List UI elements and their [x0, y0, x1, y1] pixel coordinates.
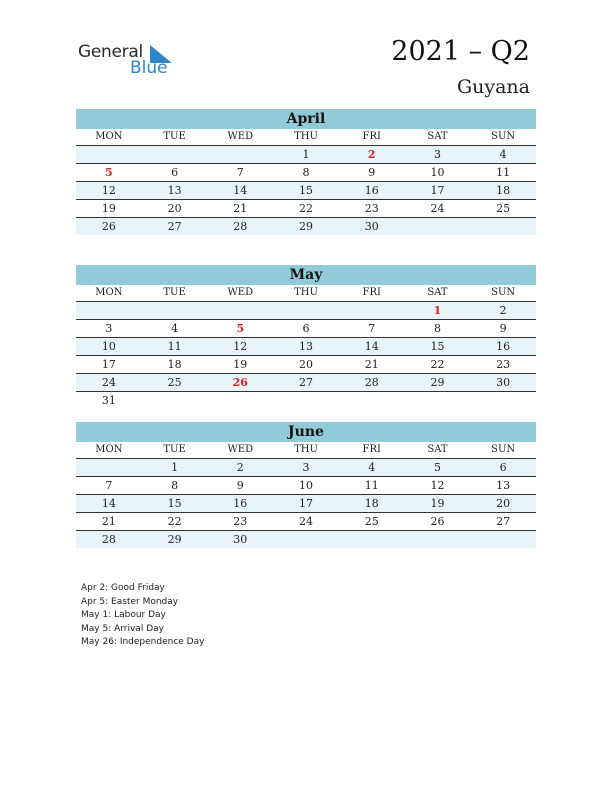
empty-day-cell — [76, 302, 142, 319]
week-row — [76, 164, 536, 182]
day-cell: 4 — [499, 148, 507, 161]
weekday-label: MON — [95, 444, 123, 455]
day-cell: 13 — [299, 340, 314, 353]
day-cell: 17 — [299, 497, 314, 510]
week-row — [76, 146, 536, 164]
week-row — [76, 531, 536, 548]
day-cell: 30 — [233, 533, 248, 546]
day-cell: 14 — [101, 497, 116, 510]
weekday-label: FRI — [362, 287, 381, 298]
day-cell: 27 — [299, 376, 314, 389]
day-cell: 19 — [101, 202, 116, 215]
day-cell: 18 — [364, 497, 379, 510]
day-cell: 24 — [299, 515, 314, 528]
day-cell: 3 — [302, 461, 310, 474]
day-cell: 6 — [171, 166, 179, 179]
day-cell: 5 — [105, 166, 113, 179]
weekday-label: THU — [294, 444, 318, 455]
weekday-label: TUE — [163, 131, 186, 142]
period-title: 2021 – Q2 — [391, 36, 530, 67]
day-cell: 17 — [101, 358, 116, 371]
day-cell: 12 — [101, 184, 116, 197]
day-cell: 22 — [167, 515, 182, 528]
empty-day-cell — [273, 531, 339, 548]
day-cell: 22 — [299, 202, 314, 215]
day-cell: 1 — [433, 304, 442, 317]
empty-day-cell — [273, 392, 339, 409]
week-row — [76, 302, 536, 320]
brand-word-blue: Blue — [130, 58, 168, 78]
holiday-item: Apr 2: Good Friday — [81, 583, 165, 593]
empty-day-cell — [207, 146, 273, 163]
day-cell: 25 — [167, 376, 182, 389]
empty-day-cell — [207, 392, 273, 409]
brand-logo — [78, 42, 178, 82]
day-cell: 22 — [430, 358, 445, 371]
day-cell: 23 — [233, 515, 248, 528]
day-cell: 29 — [430, 376, 445, 389]
weekday-header — [76, 129, 536, 146]
holiday-item: May 1: Labour Day — [81, 610, 166, 620]
day-cell: 9 — [368, 166, 376, 179]
day-cell: 20 — [299, 358, 314, 371]
weekday-label: TUE — [163, 444, 186, 455]
day-cell: 31 — [101, 394, 116, 407]
day-cell: 15 — [299, 184, 314, 197]
weekday-label: SUN — [491, 287, 516, 298]
day-cell: 10 — [101, 340, 116, 353]
empty-day-cell — [470, 392, 536, 409]
day-cell: 14 — [233, 184, 248, 197]
day-cell: 25 — [496, 202, 511, 215]
weekday-label: FRI — [362, 131, 381, 142]
day-cell: 21 — [364, 358, 379, 371]
holiday-list — [81, 582, 204, 650]
empty-day-cell — [207, 302, 273, 319]
week-row — [76, 218, 536, 235]
day-cell: 13 — [167, 184, 182, 197]
day-cell: 4 — [368, 461, 376, 474]
day-cell: 12 — [233, 340, 248, 353]
day-cell: 1 — [171, 461, 179, 474]
day-cell: 10 — [299, 479, 314, 492]
day-cell: 17 — [430, 184, 445, 197]
day-cell: 7 — [105, 479, 113, 492]
day-cell: 28 — [233, 220, 248, 233]
week-row — [76, 200, 536, 218]
day-cell: 11 — [364, 479, 379, 492]
holiday-item: May 26: Independence Day — [81, 637, 205, 647]
week-row — [76, 182, 536, 200]
day-cell: 5 — [236, 322, 245, 335]
empty-day-cell — [76, 459, 142, 476]
empty-day-cell — [405, 218, 471, 235]
weekday-label: SUN — [491, 444, 516, 455]
week-row — [76, 338, 536, 356]
day-cell: 4 — [171, 322, 179, 335]
day-cell: 10 — [430, 166, 445, 179]
month-may — [76, 265, 536, 409]
day-cell: 18 — [496, 184, 511, 197]
weekday-label: SAT — [427, 131, 448, 142]
weekday-label: SAT — [427, 444, 448, 455]
empty-day-cell — [142, 392, 208, 409]
holiday-item: May 5: Arrival Day — [81, 623, 164, 634]
day-cell: 11 — [167, 340, 182, 353]
weekday-header — [76, 285, 536, 302]
day-cell: 15 — [430, 340, 445, 353]
empty-day-cell — [142, 146, 208, 163]
day-cell: 29 — [167, 533, 182, 546]
weekday-label: FRI — [362, 444, 381, 455]
empty-day-cell — [405, 531, 471, 548]
empty-day-cell — [339, 531, 405, 548]
day-cell: 8 — [302, 166, 310, 179]
day-cell: 26 — [430, 515, 445, 528]
week-row — [76, 477, 536, 495]
day-cell: 7 — [236, 166, 244, 179]
weekday-label: MON — [95, 287, 123, 298]
week-row — [76, 356, 536, 374]
day-cell: 6 — [302, 322, 310, 335]
day-cell: 3 — [105, 322, 113, 335]
day-cell: 2 — [236, 461, 244, 474]
day-cell: 27 — [167, 220, 182, 233]
day-cell: 8 — [433, 322, 441, 335]
day-cell: 16 — [233, 497, 248, 510]
weekday-label: MON — [95, 131, 123, 142]
day-cell: 24 — [430, 202, 445, 215]
day-cell: 27 — [496, 515, 511, 528]
day-cell: 29 — [299, 220, 314, 233]
day-cell: 6 — [499, 461, 507, 474]
brand-word-general: General — [78, 42, 143, 62]
week-row — [76, 495, 536, 513]
day-cell: 16 — [364, 184, 379, 197]
weekday-label: WED — [227, 444, 254, 455]
day-cell: 26 — [232, 376, 248, 389]
day-cell: 12 — [430, 479, 445, 492]
month-title: April — [76, 109, 536, 129]
day-cell: 7 — [368, 322, 376, 335]
day-cell: 21 — [101, 515, 116, 528]
month-june — [76, 422, 536, 548]
empty-day-cell — [142, 302, 208, 319]
day-cell: 18 — [167, 358, 182, 371]
weekday-label: TUE — [163, 287, 186, 298]
day-cell: 8 — [171, 479, 179, 492]
day-cell: 30 — [496, 376, 511, 389]
week-row — [76, 459, 536, 477]
day-cell: 9 — [499, 322, 507, 335]
empty-day-cell — [339, 302, 405, 319]
day-cell: 21 — [233, 202, 248, 215]
day-cell: 14 — [364, 340, 379, 353]
country-name: Guyana — [456, 76, 530, 98]
week-row — [76, 392, 536, 409]
day-cell: 26 — [101, 220, 116, 233]
day-cell: 23 — [496, 358, 511, 371]
empty-day-cell — [339, 392, 405, 409]
weekday-label: WED — [227, 131, 254, 142]
empty-day-cell — [405, 392, 471, 409]
month-title: May — [76, 265, 536, 285]
weekday-label: SAT — [427, 287, 448, 298]
weekday-label: THU — [294, 287, 318, 298]
empty-day-cell — [76, 146, 142, 163]
day-cell: 28 — [101, 533, 116, 546]
day-cell: 2 — [367, 148, 376, 161]
day-cell: 13 — [496, 479, 511, 492]
day-cell: 19 — [430, 497, 445, 510]
weekday-label: WED — [227, 287, 254, 298]
day-cell: 30 — [364, 220, 379, 233]
day-cell: 20 — [496, 497, 511, 510]
weekday-label: THU — [294, 131, 318, 142]
month-april — [76, 109, 536, 235]
day-cell: 11 — [496, 166, 511, 179]
day-cell: 24 — [101, 376, 116, 389]
weekday-header — [76, 442, 536, 459]
day-cell: 28 — [364, 376, 379, 389]
day-cell: 5 — [433, 461, 441, 474]
empty-day-cell — [470, 531, 536, 548]
day-cell: 2 — [499, 304, 507, 317]
holiday-item: Apr 5: Easter Monday — [81, 596, 179, 607]
day-cell: 20 — [167, 202, 182, 215]
week-row — [76, 513, 536, 531]
empty-day-cell — [470, 218, 536, 235]
day-cell: 23 — [364, 202, 379, 215]
day-cell: 3 — [433, 148, 441, 161]
week-row — [76, 320, 536, 338]
empty-day-cell — [273, 302, 339, 319]
month-title: June — [76, 422, 536, 442]
day-cell: 25 — [364, 515, 379, 528]
day-cell: 1 — [302, 148, 310, 161]
day-cell: 15 — [167, 497, 182, 510]
day-cell: 16 — [496, 340, 511, 353]
week-row — [76, 374, 536, 392]
day-cell: 19 — [233, 358, 248, 371]
weekday-label: SUN — [491, 131, 516, 142]
day-cell: 9 — [236, 479, 244, 492]
